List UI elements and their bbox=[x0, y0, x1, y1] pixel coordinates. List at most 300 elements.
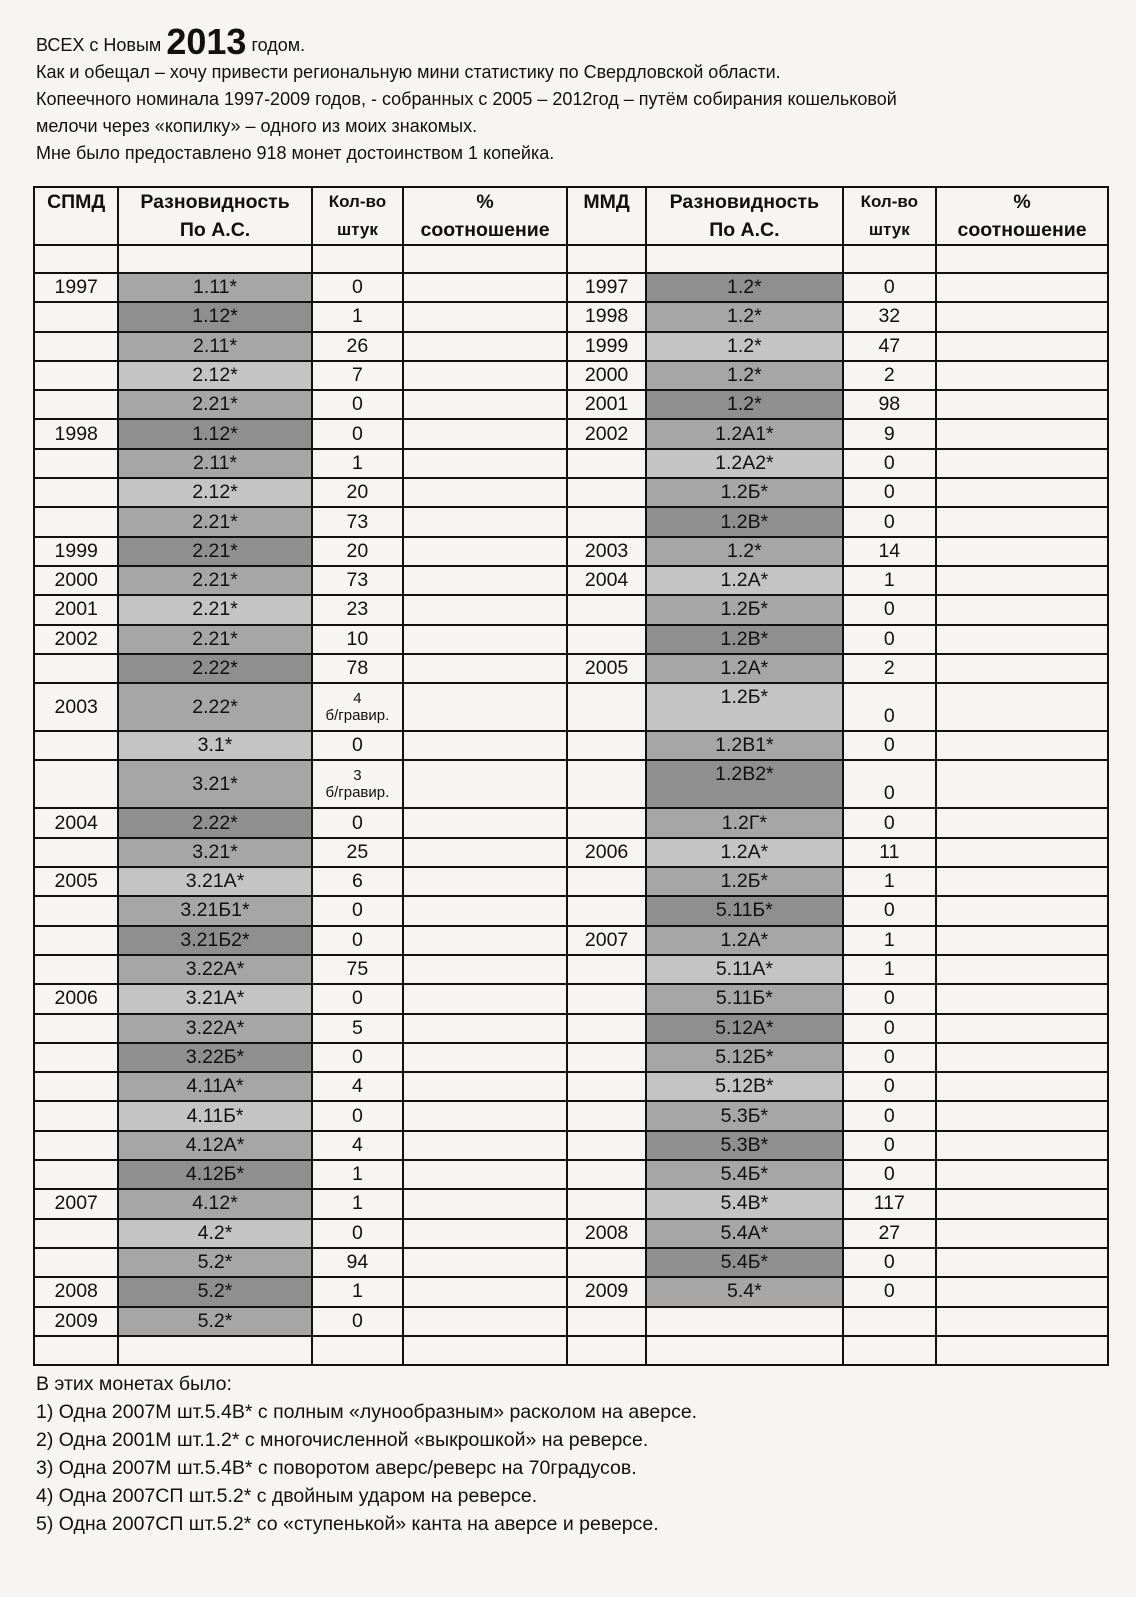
spmd-variety-cell: 2.21* bbox=[118, 390, 311, 419]
spmd-pct-cell bbox=[403, 955, 567, 984]
spmd-year-cell bbox=[34, 1014, 118, 1043]
spacer-cell bbox=[118, 245, 311, 273]
spmd-variety-cell: 2.21* bbox=[118, 595, 311, 624]
mmd-pct-cell bbox=[936, 984, 1108, 1013]
mmd-variety-cell: 5.3В* bbox=[646, 1131, 842, 1160]
mmd-variety-cell: 1.2Б* bbox=[646, 478, 842, 507]
note-item: 2) Одна 2001М шт.1.2* с многочисленной «выкрошкой» на реверсе. bbox=[36, 1429, 649, 1451]
spmd-pct-cell bbox=[403, 273, 567, 302]
mmd-year-cell bbox=[567, 1131, 646, 1160]
spmd-qty-cell: 23 bbox=[312, 595, 404, 624]
table-row bbox=[34, 625, 1108, 654]
mmd-qty-cell: 0 bbox=[843, 1160, 937, 1189]
mmd-variety-cell: 1.2А* bbox=[646, 926, 842, 955]
mmd-qty-cell: 0 bbox=[843, 1043, 937, 1072]
table-empty-row bbox=[34, 1336, 1108, 1365]
spmd-pct-cell bbox=[403, 449, 567, 478]
mmd-year-cell bbox=[567, 595, 646, 624]
mmd-year-cell bbox=[567, 867, 646, 896]
mmd-year-cell bbox=[567, 1307, 646, 1336]
spmd-qty-cell: 0 bbox=[312, 1307, 404, 1336]
mmd-qty-cell: 1 bbox=[843, 867, 937, 896]
spmd-qty-cell: 5 bbox=[312, 1014, 404, 1043]
greeting-year: 2013 bbox=[166, 21, 247, 62]
spmd-year-cell: 2007 bbox=[34, 1189, 118, 1218]
table-row bbox=[34, 1101, 1108, 1130]
intro-line-4: Мне было предоставлено 918 монет достоинством 1 копейка. bbox=[36, 143, 555, 163]
spmd-pct-cell bbox=[403, 654, 567, 683]
mmd-year-cell bbox=[567, 760, 646, 808]
spmd-year-cell bbox=[34, 1101, 118, 1130]
qty-value: 3 bbox=[353, 767, 362, 785]
table-row bbox=[34, 419, 1108, 448]
spmd-year-cell: 2004 bbox=[34, 808, 118, 837]
mmd-variety-cell: 1.2Г* bbox=[646, 808, 842, 837]
mmd-pct-cell bbox=[936, 1101, 1108, 1130]
mmd-qty-cell: 0 bbox=[843, 1101, 937, 1130]
mmd-pct-cell bbox=[936, 595, 1108, 624]
table-row bbox=[34, 302, 1108, 331]
mmd-qty-cell: 32 bbox=[843, 302, 937, 331]
mmd-pct-cell bbox=[936, 1072, 1108, 1101]
mmd-variety-cell: 1.2В* bbox=[646, 507, 842, 536]
mmd-year-cell: 1998 bbox=[567, 302, 646, 331]
spmd-pct-cell bbox=[403, 507, 567, 536]
mmd-pct-cell bbox=[936, 1219, 1108, 1248]
mmd-qty-cell: 117 bbox=[843, 1189, 937, 1218]
spmd-year-cell bbox=[34, 449, 118, 478]
spmd-qty-cell: 26 bbox=[312, 332, 404, 361]
table-row bbox=[34, 1189, 1108, 1218]
mmd-qty-cell: 0 bbox=[843, 760, 937, 808]
mmd-variety-cell: 1.2А* bbox=[646, 654, 842, 683]
table-row bbox=[34, 1043, 1108, 1072]
greeting-pre: ВСЕХ с Новым bbox=[36, 35, 162, 55]
spmd-variety-cell: 3.21А* bbox=[118, 867, 311, 896]
spmd-pct-cell bbox=[403, 926, 567, 955]
spmd-pct-cell bbox=[403, 838, 567, 867]
spmd-year-cell bbox=[34, 654, 118, 683]
notes-section bbox=[36, 1370, 1096, 1538]
spmd-year-cell bbox=[34, 955, 118, 984]
spmd-year-cell bbox=[34, 361, 118, 390]
intro-text bbox=[36, 21, 1096, 167]
header-pct-right: % соотношение bbox=[936, 187, 1108, 245]
spmd-year-cell: 1998 bbox=[34, 419, 118, 448]
spmd-pct-cell bbox=[403, 478, 567, 507]
spmd-year-cell: 2000 bbox=[34, 566, 118, 595]
empty-cell bbox=[936, 1336, 1108, 1365]
mmd-year-cell bbox=[567, 808, 646, 837]
mmd-year-cell: 2007 bbox=[567, 926, 646, 955]
mmd-variety-cell: 1.2* bbox=[646, 537, 842, 566]
table-row bbox=[34, 273, 1108, 302]
mmd-pct-cell bbox=[936, 955, 1108, 984]
spmd-year-cell bbox=[34, 1219, 118, 1248]
spmd-variety-cell: 4.12А* bbox=[118, 1131, 311, 1160]
mmd-qty-cell: 1 bbox=[843, 955, 937, 984]
mmd-year-cell bbox=[567, 955, 646, 984]
table-header-row bbox=[34, 187, 1108, 245]
table-row bbox=[34, 449, 1108, 478]
spmd-variety-cell: 3.22Б* bbox=[118, 1043, 311, 1072]
spmd-qty-cell: 20 bbox=[312, 537, 404, 566]
spmd-qty-cell: 1 bbox=[312, 1160, 404, 1189]
spmd-qty-cell: 73 bbox=[312, 566, 404, 595]
spmd-year-cell bbox=[34, 478, 118, 507]
table-row bbox=[34, 478, 1108, 507]
spmd-year-cell bbox=[34, 1043, 118, 1072]
table-spacer-row bbox=[34, 245, 1108, 273]
header-qty-right: Кол-во штук bbox=[843, 187, 937, 245]
spmd-year-cell: 2002 bbox=[34, 625, 118, 654]
spmd-variety-cell: 3.1* bbox=[118, 731, 311, 760]
spmd-qty-cell: 78 bbox=[312, 654, 404, 683]
spmd-pct-cell bbox=[403, 1160, 567, 1189]
mmd-qty-cell: 0 bbox=[843, 731, 937, 760]
spmd-pct-cell bbox=[403, 302, 567, 331]
spmd-pct-cell bbox=[403, 1101, 567, 1130]
mmd-year-cell: 2006 bbox=[567, 838, 646, 867]
mmd-variety-cell: 1.2* bbox=[646, 332, 842, 361]
table-row bbox=[34, 361, 1108, 390]
spmd-year-cell bbox=[34, 332, 118, 361]
qty-note: б/гравир. bbox=[325, 707, 390, 725]
spmd-variety-cell: 3.21* bbox=[118, 760, 311, 808]
table-row bbox=[34, 731, 1108, 760]
spmd-qty-cell: 4 bbox=[312, 1072, 404, 1101]
spmd-qty-cell bbox=[312, 760, 404, 808]
table-row bbox=[34, 390, 1108, 419]
intro-line-1: Как и обещал – хочу привести региональную мини статистику по Свердловской области. bbox=[36, 62, 781, 82]
spmd-year-cell: 1997 bbox=[34, 273, 118, 302]
greeting-line bbox=[36, 21, 1096, 62]
spmd-year-cell bbox=[34, 1160, 118, 1189]
spmd-pct-cell bbox=[403, 896, 567, 925]
mmd-year-cell bbox=[567, 1160, 646, 1189]
spmd-pct-cell bbox=[403, 332, 567, 361]
header-qty-left: Кол-во штук bbox=[312, 187, 404, 245]
mmd-pct-cell bbox=[936, 332, 1108, 361]
spmd-qty-cell: 0 bbox=[312, 390, 404, 419]
mmd-pct-cell bbox=[936, 838, 1108, 867]
table-row bbox=[34, 1277, 1108, 1306]
mmd-pct-cell bbox=[936, 1131, 1108, 1160]
mmd-year-cell bbox=[567, 1189, 646, 1218]
mmd-qty-cell: 0 bbox=[843, 273, 937, 302]
header-pct-left: % соотношение bbox=[403, 187, 567, 245]
spmd-qty-cell: 0 bbox=[312, 1043, 404, 1072]
spmd-pct-cell bbox=[403, 595, 567, 624]
spmd-variety-cell: 2.12* bbox=[118, 478, 311, 507]
mmd-qty-cell: 0 bbox=[843, 625, 937, 654]
mmd-pct-cell bbox=[936, 926, 1108, 955]
mmd-year-cell bbox=[567, 478, 646, 507]
mmd-year-cell: 2000 bbox=[567, 361, 646, 390]
empty-cell bbox=[843, 1336, 937, 1365]
spmd-variety-cell: 5.2* bbox=[118, 1307, 311, 1336]
mmd-qty-cell: 9 bbox=[843, 419, 937, 448]
spmd-variety-cell: 5.2* bbox=[118, 1277, 311, 1306]
mmd-year-cell bbox=[567, 896, 646, 925]
spmd-qty-cell: 10 bbox=[312, 625, 404, 654]
spacer-cell bbox=[936, 245, 1108, 273]
spmd-pct-cell bbox=[403, 760, 567, 808]
table-body bbox=[34, 273, 1108, 1365]
mmd-variety-cell: 1.2А1* bbox=[646, 419, 842, 448]
mmd-year-cell: 2001 bbox=[567, 390, 646, 419]
spmd-qty-cell: 94 bbox=[312, 1248, 404, 1277]
table-row bbox=[34, 984, 1108, 1013]
mmd-variety-cell: 1.2В2* bbox=[646, 760, 842, 808]
spacer-cell bbox=[646, 245, 842, 273]
spmd-pct-cell bbox=[403, 984, 567, 1013]
table-row bbox=[34, 838, 1108, 867]
spmd-year-cell: 2006 bbox=[34, 984, 118, 1013]
spmd-year-cell: 2003 bbox=[34, 683, 118, 731]
spmd-qty-cell: 7 bbox=[312, 361, 404, 390]
mmd-variety-cell: 1.2В1* bbox=[646, 731, 842, 760]
spmd-variety-cell: 2.21* bbox=[118, 625, 311, 654]
intro-line-3: мелочи через «копилку» – одного из моих знакомых. bbox=[36, 116, 478, 136]
mmd-variety-cell: 1.2А* bbox=[646, 838, 842, 867]
spmd-pct-cell bbox=[403, 1131, 567, 1160]
spmd-pct-cell bbox=[403, 390, 567, 419]
table-row bbox=[34, 896, 1108, 925]
spmd-variety-cell: 1.12* bbox=[118, 302, 311, 331]
spmd-variety-cell: 2.21* bbox=[118, 507, 311, 536]
spmd-year-cell: 2009 bbox=[34, 1307, 118, 1336]
mmd-qty-cell: 1 bbox=[843, 926, 937, 955]
mmd-year-cell: 2002 bbox=[567, 419, 646, 448]
spmd-pct-cell bbox=[403, 1277, 567, 1306]
spmd-year-cell bbox=[34, 1248, 118, 1277]
mmd-year-cell: 1999 bbox=[567, 332, 646, 361]
mmd-year-cell bbox=[567, 1248, 646, 1277]
spmd-variety-cell: 1.11* bbox=[118, 273, 311, 302]
mmd-year-cell: 2009 bbox=[567, 1277, 646, 1306]
spmd-qty-cell: 0 bbox=[312, 419, 404, 448]
spmd-variety-cell: 2.21* bbox=[118, 537, 311, 566]
mmd-qty-cell: 0 bbox=[843, 808, 937, 837]
qty-value: 4 bbox=[353, 690, 362, 708]
mmd-pct-cell bbox=[936, 537, 1108, 566]
mmd-pct-cell bbox=[936, 1043, 1108, 1072]
mmd-year-cell: 2004 bbox=[567, 566, 646, 595]
mmd-pct-cell bbox=[936, 808, 1108, 837]
mmd-qty-cell: 0 bbox=[843, 507, 937, 536]
spmd-year-cell bbox=[34, 1131, 118, 1160]
mmd-year-cell: 2008 bbox=[567, 1219, 646, 1248]
mmd-qty-cell: 1 bbox=[843, 566, 937, 595]
spmd-year-cell bbox=[34, 731, 118, 760]
spmd-variety-cell: 2.22* bbox=[118, 808, 311, 837]
spmd-qty-cell: 25 bbox=[312, 838, 404, 867]
greeting-post: годом. bbox=[251, 35, 306, 55]
spmd-pct-cell bbox=[403, 1219, 567, 1248]
mmd-variety-cell: 5.12Б* bbox=[646, 1043, 842, 1072]
mmd-variety-cell: 1.2А* bbox=[646, 566, 842, 595]
spmd-pct-cell bbox=[403, 566, 567, 595]
spmd-year-cell bbox=[34, 838, 118, 867]
table-row bbox=[34, 683, 1108, 731]
mmd-pct-cell bbox=[936, 1248, 1108, 1277]
mmd-qty-cell: 0 bbox=[843, 478, 937, 507]
spmd-variety-cell: 4.12Б* bbox=[118, 1160, 311, 1189]
spmd-qty-cell: 1 bbox=[312, 1189, 404, 1218]
intro-line-2: Копеечного номинала 1997-2009 годов, - собранных с 2005 – 2012год – путём собирания кошельковой bbox=[36, 89, 897, 109]
mmd-year-cell bbox=[567, 625, 646, 654]
mmd-qty-cell: 27 bbox=[843, 1219, 937, 1248]
spmd-variety-cell: 4.2* bbox=[118, 1219, 311, 1248]
table-row bbox=[34, 1219, 1108, 1248]
spmd-year-cell: 2008 bbox=[34, 1277, 118, 1306]
spmd-year-cell bbox=[34, 760, 118, 808]
mmd-variety-cell: 5.4А* bbox=[646, 1219, 842, 1248]
spmd-year-cell: 1999 bbox=[34, 537, 118, 566]
spmd-pct-cell bbox=[403, 625, 567, 654]
mmd-qty-cell: 0 bbox=[843, 1131, 937, 1160]
mmd-year-cell bbox=[567, 731, 646, 760]
mmd-variety-cell: 5.11А* bbox=[646, 955, 842, 984]
table-row bbox=[34, 1014, 1108, 1043]
mmd-pct-cell bbox=[936, 302, 1108, 331]
table-row bbox=[34, 867, 1108, 896]
spmd-variety-cell: 2.12* bbox=[118, 361, 311, 390]
mmd-pct-cell bbox=[936, 1307, 1108, 1336]
spmd-qty-cell: 0 bbox=[312, 731, 404, 760]
spmd-pct-cell bbox=[403, 867, 567, 896]
empty-cell bbox=[118, 1336, 311, 1365]
mmd-year-cell bbox=[567, 1072, 646, 1101]
mmd-year-cell bbox=[567, 1043, 646, 1072]
mmd-year-cell bbox=[567, 1014, 646, 1043]
mmd-pct-cell bbox=[936, 419, 1108, 448]
mmd-year-cell bbox=[567, 507, 646, 536]
header-variety-right: Разновидность По А.С. bbox=[646, 187, 842, 245]
mmd-qty-cell: 2 bbox=[843, 654, 937, 683]
spmd-variety-cell: 4.11А* bbox=[118, 1072, 311, 1101]
mmd-year-cell: 1997 bbox=[567, 273, 646, 302]
spmd-variety-cell: 4.11Б* bbox=[118, 1101, 311, 1130]
spmd-pct-cell bbox=[403, 1014, 567, 1043]
spmd-pct-cell bbox=[403, 808, 567, 837]
empty-cell bbox=[646, 1336, 842, 1365]
spmd-qty-cell: 0 bbox=[312, 1219, 404, 1248]
mmd-qty-cell: 0 bbox=[843, 984, 937, 1013]
mmd-year-cell bbox=[567, 449, 646, 478]
mmd-qty-cell: 47 bbox=[843, 332, 937, 361]
mmd-qty-cell bbox=[843, 1307, 937, 1336]
mmd-qty-cell: 0 bbox=[843, 449, 937, 478]
mmd-pct-cell bbox=[936, 449, 1108, 478]
note-item: 1) Одна 2007М шт.5.4В* с полным «лунообразным» расколом на аверсе. bbox=[36, 1401, 698, 1423]
mmd-qty-cell: 0 bbox=[843, 1072, 937, 1101]
mmd-pct-cell bbox=[936, 1014, 1108, 1043]
empty-cell bbox=[567, 1336, 646, 1365]
mmd-pct-cell bbox=[936, 1189, 1108, 1218]
spmd-variety-cell: 2.21* bbox=[118, 566, 311, 595]
mmd-year-cell bbox=[567, 984, 646, 1013]
spmd-year-cell bbox=[34, 302, 118, 331]
spmd-year-cell: 2001 bbox=[34, 595, 118, 624]
mmd-variety-cell: 1.2* bbox=[646, 361, 842, 390]
mmd-pct-cell bbox=[936, 731, 1108, 760]
mmd-variety-cell: 5.11Б* bbox=[646, 896, 842, 925]
table-row bbox=[34, 1131, 1108, 1160]
spmd-qty-cell bbox=[312, 683, 404, 731]
mmd-variety-cell: 1.2* bbox=[646, 273, 842, 302]
table-row bbox=[34, 1072, 1108, 1101]
table-row bbox=[34, 1307, 1108, 1336]
mmd-variety-cell: 1.2* bbox=[646, 390, 842, 419]
mmd-variety-cell: 1.2В* bbox=[646, 625, 842, 654]
mmd-variety-cell: 5.12А* bbox=[646, 1014, 842, 1043]
spmd-qty-cell: 1 bbox=[312, 302, 404, 331]
mmd-year-cell bbox=[567, 1101, 646, 1130]
table-row bbox=[34, 1248, 1108, 1277]
mmd-variety-cell: 1.2Б* bbox=[646, 595, 842, 624]
spacer-cell bbox=[312, 245, 404, 273]
mmd-pct-cell bbox=[936, 654, 1108, 683]
spmd-year-cell bbox=[34, 926, 118, 955]
mmd-variety-cell: 1.2А2* bbox=[646, 449, 842, 478]
coin-statistics-table bbox=[33, 186, 1109, 1366]
spmd-qty-cell: 75 bbox=[312, 955, 404, 984]
spmd-qty-cell: 1 bbox=[312, 449, 404, 478]
spmd-qty-cell: 20 bbox=[312, 478, 404, 507]
mmd-variety-cell: 1.2Б* bbox=[646, 867, 842, 896]
mmd-year-cell bbox=[567, 683, 646, 731]
spmd-variety-cell: 5.2* bbox=[118, 1248, 311, 1277]
mmd-variety-cell: 1.2* bbox=[646, 302, 842, 331]
mmd-qty-cell: 11 bbox=[843, 838, 937, 867]
spmd-variety-cell: 3.22А* bbox=[118, 955, 311, 984]
spmd-variety-cell: 2.11* bbox=[118, 332, 311, 361]
table-row bbox=[34, 760, 1108, 808]
spmd-pct-cell bbox=[403, 1072, 567, 1101]
notes-title: В этих монетах было: bbox=[36, 1373, 232, 1395]
spmd-variety-cell: 2.11* bbox=[118, 449, 311, 478]
spmd-pct-cell bbox=[403, 419, 567, 448]
mmd-variety-cell: 5.4Б* bbox=[646, 1248, 842, 1277]
mmd-pct-cell bbox=[936, 896, 1108, 925]
note-item: 5) Одна 2007СП шт.5.2* со «ступенькой» канта на аверсе и реверсе. bbox=[36, 1513, 659, 1535]
spmd-year-cell bbox=[34, 390, 118, 419]
spmd-variety-cell: 4.12* bbox=[118, 1189, 311, 1218]
mmd-qty-cell: 14 bbox=[843, 537, 937, 566]
mmd-qty-cell: 0 bbox=[843, 1248, 937, 1277]
spmd-variety-cell: 2.22* bbox=[118, 654, 311, 683]
mmd-pct-cell bbox=[936, 273, 1108, 302]
mmd-qty-cell: 2 bbox=[843, 361, 937, 390]
spmd-qty-cell: 73 bbox=[312, 507, 404, 536]
table-row bbox=[34, 926, 1108, 955]
spmd-variety-cell: 1.12* bbox=[118, 419, 311, 448]
mmd-pct-cell bbox=[936, 683, 1108, 731]
qty-note: б/гравир. bbox=[325, 784, 390, 802]
note-item: 3) Одна 2007М шт.5.4В* с поворотом аверс/реверс на 70градусов. bbox=[36, 1457, 637, 1479]
table-row bbox=[34, 955, 1108, 984]
mmd-pct-cell bbox=[936, 478, 1108, 507]
mmd-variety-cell: 5.4Б* bbox=[646, 1160, 842, 1189]
mmd-qty-cell: 0 bbox=[843, 1277, 937, 1306]
spmd-variety-cell: 3.21* bbox=[118, 838, 311, 867]
mmd-qty-cell: 98 bbox=[843, 390, 937, 419]
table-row bbox=[34, 537, 1108, 566]
spmd-variety-cell: 3.22А* bbox=[118, 1014, 311, 1043]
spmd-pct-cell bbox=[403, 1189, 567, 1218]
